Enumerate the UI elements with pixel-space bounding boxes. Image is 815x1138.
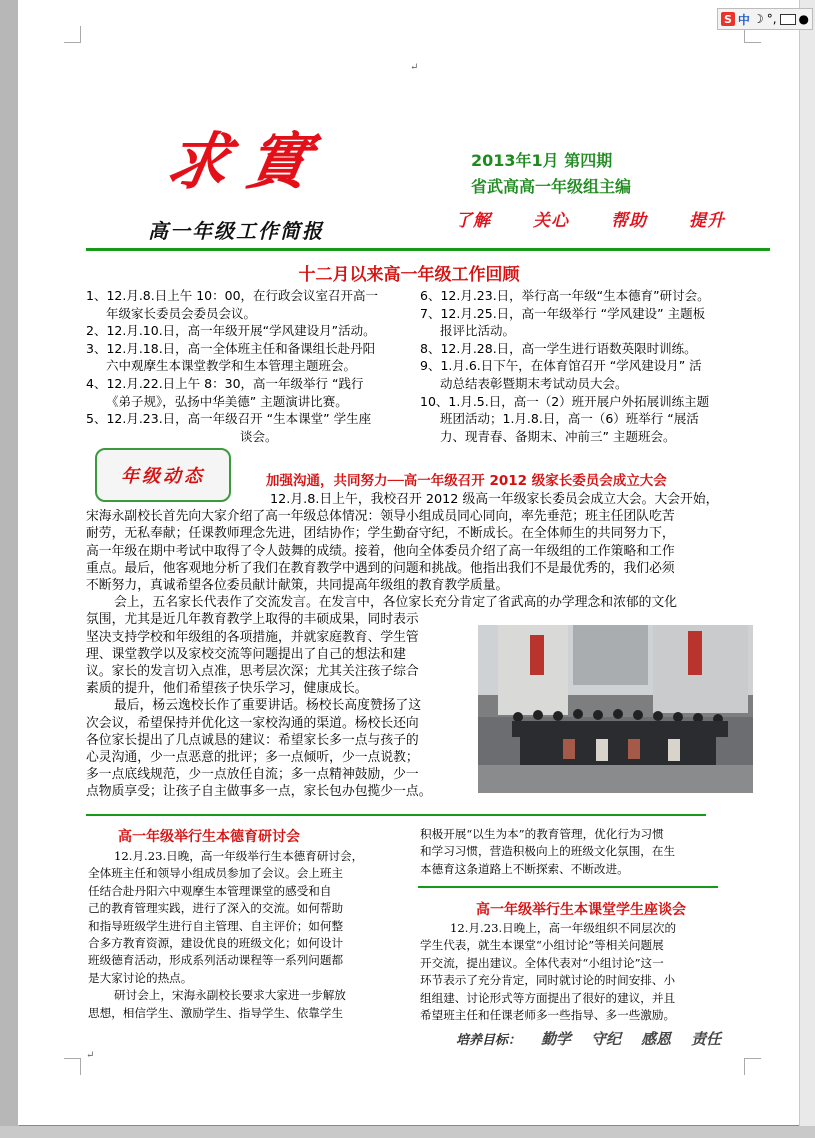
motto-item: 提升 [689, 211, 725, 231]
text-line: 班团活动；1.月.8.日，高一（6）班举行 “展活 [440, 411, 699, 427]
text-line: 学生代表，就生本课堂“小组讨论”等相关问题展 [420, 938, 664, 953]
divider [86, 814, 706, 816]
paragraph-mark: ↵ [86, 1050, 95, 1061]
editor-line: 省武高高一年级组主编 [471, 177, 632, 196]
text-line: 1、12.月.8.日上午 10：00，在行政会议室召开高一 [86, 288, 379, 303]
text-line: 高一年级在期中考试中取得了令人鼓舞的成绩。接着，他向全体委员介绍了高一年级组的工作策略和工作 [86, 543, 675, 559]
user-icon[interactable]: ● [798, 12, 809, 26]
text-line: 己的教育管理实践，进行了深入的交流。如何帮助 [88, 901, 344, 916]
text-line: 各位家长提出了几点诚恳的建议：希望家长多一点与孩子的 [86, 732, 419, 748]
group-photo [478, 625, 753, 793]
text-line: 合多方教育资源，建设优良的班级文化；如何设计 [88, 936, 344, 950]
ime-lang[interactable]: 中 [737, 12, 750, 27]
text-line: 全体班主任和领导小组成员参加了会议。会上班主 [88, 866, 344, 881]
forum-title: 高一年级举行生本课堂学生座谈会 [476, 902, 686, 918]
text-line: 10、1.月.5.日，高一（2）班开展户外拓展训练主题 [420, 393, 710, 409]
vertical-scrollbar[interactable] [799, 0, 815, 1138]
motto-item: 帮助 [611, 211, 647, 231]
text-line: 素质的提升，他们希望孩子快乐学习，健康成长。 [86, 681, 368, 697]
text-line: 7、12.月.25.日，高一年级举行 “学风建设” 主题板 [420, 305, 706, 321]
text-line: 环节表示了充分肯定，同时就讨论的时间安排、小 [420, 973, 676, 988]
text-line: 坚决支持学校和年级组的各项措施，并就家庭教育、学生管 [86, 629, 419, 645]
goal-item: 责任 [691, 1030, 722, 1048]
sogou-icon[interactable]: S [721, 12, 735, 26]
text-line: 报评比活动。 [440, 323, 516, 339]
text-line: 12.月.23.日晚，高一年级举行生本德育研讨会， [114, 849, 364, 863]
text-line: 和学习习惯，营造积极向上的班级文化氛围，在生 [420, 844, 676, 859]
text-line: 6、12.月.23.日，举行高一年级“生本德育”研讨会。 [420, 288, 710, 303]
goal-item: 守纪 [591, 1030, 622, 1048]
text-line: 动总结表彰暨期末考试动员大会。 [440, 376, 628, 391]
text-line: 班级德育活动，形成系列活动课程等一系列问题都 [88, 953, 344, 968]
text-line: 《弟子规》，弘扬中华美德” 主题演讲比赛。 [106, 393, 348, 409]
text-line: 宋海永副校长首先向大家介绍了高一年级总体情况：领导小组成员同心同向，率先垂范；班主任团队吃苦 [86, 509, 675, 525]
motto [455, 206, 725, 231]
text-line: 议。家长的发言切入点准，思考层次深；尤其关注孩子综合 [86, 664, 419, 679]
text-line: 力、现青春、备期末、冲前三” 主题班会。 [440, 428, 676, 444]
text-line: 不断努力，真诚希望各位委员献计献策，共同提高年级组的教育教学质量。 [86, 578, 509, 593]
text-line: 积极开展“以生为本”的教育管理，优化行为习惯 [420, 827, 664, 841]
footer-label: 培养目标： [456, 1033, 522, 1048]
document-page [18, 0, 800, 1125]
text-line: 点物质享受；让孩子自主做事多一点，家长包办包揽少一点。 [86, 784, 432, 800]
moon-icon[interactable]: ☽ [752, 12, 764, 26]
text-line: 5、12.月.23.日，高一年级召开 “生本课堂” 学生座 [86, 411, 372, 427]
text-line: 重点。最后，他客观地分析了我们在教育教学中遇到的问题和挑战。他指出我们不是最优秀的，我们必须 [86, 560, 675, 576]
text-line: 组组建、讨论形式等方面提出了很好的建议，并且 [420, 990, 676, 1005]
goal-item: 感恩 [641, 1030, 672, 1048]
text-line: 2、12.月.10.日，高一年级开展“学风建设月”活动。 [86, 323, 376, 339]
text-line: 希望班主任和任课老师多一些指导、多一些激励。 [420, 1008, 676, 1022]
text-line: 任结合赴丹阳六中观摩生本管理课堂的感受和自 [88, 883, 332, 898]
text-line: 12.月.23.日晚上，高一年级组织不同层次的 [450, 921, 677, 935]
text-line: 会上，五名家长代表作了交流发言。在发言中，各位家长充分肯定了省武高的办学理念和浓郁的文化 [114, 595, 678, 611]
text-line: 心灵沟通，少一点恶意的批评；多一点倾听，少一点说教； [86, 750, 419, 765]
text-line: 研讨会上，宋海永副校长要求大家进一步解放 [114, 988, 346, 1003]
text-line: 氛围，尤其是近几年教育教学上取得的丰硕成果，同时表示 [86, 612, 419, 628]
divider [418, 886, 718, 888]
badge-label: 年级动态 [121, 466, 205, 487]
crop-mark-top-left [64, 26, 81, 43]
masthead-subtitle: 高一年级工作简报 [148, 219, 324, 243]
text-line: 多一点底线规范，少一点放任自流；多一点精神鼓励，少一 [86, 767, 419, 783]
text-line: 年级家长委员会委员会议。 [106, 305, 257, 321]
section-badge [95, 448, 231, 502]
text-line: 4、12.月.22.日上午 8：30，高一年级举行 “践行 [86, 376, 364, 391]
text-line: 是大家讨论的热点。 [88, 970, 193, 985]
news-headline: 加强沟通，共同努力──高一年级召开 2012 级家长委员会成立大会 [266, 473, 667, 489]
text-line: 9、1.月.6.日下午，在体育馆召开 “学风建设月” 活 [420, 358, 702, 374]
text-line: 和指导班级学生进行自主管理、自主评价；如何整 [88, 918, 344, 933]
keyboard-icon[interactable] [780, 14, 796, 25]
text-line: 耐劳，无私奉献；任课教师理念先进，团结协作；学生勤奋守纪，不断成长。在全体师生的共同努力下， [86, 526, 675, 542]
issue-date: 2013年1月 第四期 [471, 151, 613, 170]
motto-item: 关心 [533, 211, 569, 231]
review-title: 十二月以来高一年级工作回顾 [298, 265, 520, 285]
text-line: 理、课堂教学以及家校交流等问题提出了自己的想法和建 [86, 646, 406, 662]
crop-mark-bottom-right [744, 1058, 761, 1075]
text-line: 六中观摩生本课堂教学和生本管理主题班会。 [106, 358, 357, 374]
paragraph-mark: ↵ [410, 62, 419, 73]
motto-item: 了解 [455, 211, 491, 231]
text-line: 12.月.8.日上午，我校召开 2012 级高一年级家长委员会成立大会。大会开始， [270, 492, 719, 507]
footer-goals [456, 1028, 721, 1049]
text-line: 思想，相信学生、激励学生、指导学生、依靠学生 [88, 1005, 344, 1020]
masthead-title: 求實 [160, 125, 334, 198]
punct-icon[interactable]: °, [766, 12, 777, 26]
horizontal-scrollbar[interactable] [0, 1126, 815, 1138]
text-line: 最后，杨云逸校长作了重要讲话。杨校长高度赞扬了这 [114, 698, 422, 714]
text-line: 开交流，提出建议。全体代表对“小组讨论”这一 [420, 955, 664, 970]
goal-item: 勤学 [541, 1030, 572, 1048]
text-line: 谈会。 [240, 428, 278, 444]
text-line: 3、12.月.18.日，高一全体班主任和备课组长赴丹阳 [86, 340, 376, 356]
ime-toolbar[interactable] [717, 8, 813, 30]
text-line: 8、12.月.28.日，高一学生进行语数英限时训练。 [420, 340, 697, 356]
moral-title: 高一年级举行生本德育研讨会 [118, 829, 300, 845]
divider [86, 248, 770, 251]
crop-mark-bottom-left [64, 1058, 81, 1075]
text-line: 本德育这条道路上不断探索、不断改进。 [420, 861, 629, 876]
text-line: 次会议，希望保持并优化这一家校沟通的渠道。杨校长还向 [86, 715, 419, 731]
